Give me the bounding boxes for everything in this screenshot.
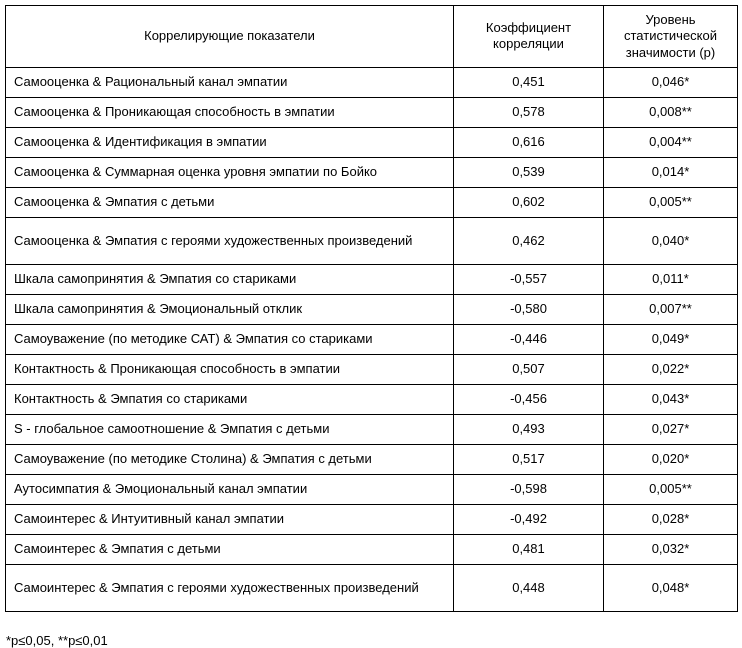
header-significance-level: Уровень статистической значимости (p) <box>604 6 738 68</box>
table-row <box>6 564 738 611</box>
coefficient-cell: 0,493 <box>454 414 604 444</box>
p-value-cell: 0,004** <box>604 127 738 157</box>
table-row <box>6 504 738 534</box>
table-row <box>6 127 738 157</box>
indicator-pair-cell: Контактность & Эмпатия со стариками <box>6 384 454 414</box>
p-value-cell: 0,005** <box>604 187 738 217</box>
coefficient-cell: 0,451 <box>454 67 604 97</box>
coefficient-cell: -0,446 <box>454 324 604 354</box>
indicator-pair-cell: Самооценка & Идентификация в эмпатии <box>6 127 454 157</box>
p-value-cell: 0,032* <box>604 534 738 564</box>
coefficient-cell: -0,598 <box>454 474 604 504</box>
table-row <box>6 294 738 324</box>
significance-footnote: *p≤0,05, **p≤0,01 <box>6 632 108 648</box>
table-row <box>6 67 738 97</box>
coefficient-cell: -0,456 <box>454 384 604 414</box>
table-row <box>6 474 738 504</box>
coefficient-cell: 0,507 <box>454 354 604 384</box>
indicator-pair-cell: Самоуважение (по методике САТ) & Эмпатия со стариками <box>6 324 454 354</box>
correlation-table <box>5 5 738 612</box>
coefficient-cell: 0,517 <box>454 444 604 474</box>
indicator-pair-cell: S - глобальное самоотношение & Эмпатия с детьми <box>6 414 454 444</box>
table-row <box>6 97 738 127</box>
coefficient-cell: 0,602 <box>454 187 604 217</box>
indicator-pair-cell: Самооценка & Суммарная оценка уровня эмпатии по Бойко <box>6 157 454 187</box>
table-header-row <box>6 6 738 68</box>
indicator-pair-cell: Шкала самопринятия & Эмпатия со стариками <box>6 264 454 294</box>
coefficient-cell: 0,462 <box>454 217 604 264</box>
indicator-pair-cell: Самоинтерес & Эмпатия с детьми <box>6 534 454 564</box>
p-value-cell: 0,020* <box>604 444 738 474</box>
table-row <box>6 354 738 384</box>
header-correlation-coefficient: Коэффициент корреляции <box>454 6 604 68</box>
indicator-pair-cell: Самооценка & Эмпатия с детьми <box>6 187 454 217</box>
indicator-pair-cell: Аутосимпатия & Эмоциональный канал эмпатии <box>6 474 454 504</box>
table-row <box>6 187 738 217</box>
table-row <box>6 534 738 564</box>
table-row <box>6 264 738 294</box>
table-row <box>6 444 738 474</box>
table-row <box>6 414 738 444</box>
p-value-cell: 0,022* <box>604 354 738 384</box>
coefficient-cell: -0,580 <box>454 294 604 324</box>
p-value-cell: 0,008** <box>604 97 738 127</box>
p-value-cell: 0,043* <box>604 384 738 414</box>
p-value-cell: 0,046* <box>604 67 738 97</box>
coefficient-cell: 0,448 <box>454 564 604 611</box>
p-value-cell: 0,011* <box>604 264 738 294</box>
coefficient-cell: 0,539 <box>454 157 604 187</box>
indicator-pair-cell: Самооценка & Эмпатия с героями художественных произведений <box>6 217 454 264</box>
indicator-pair-cell: Самоинтерес & Эмпатия с героями художественных произведений <box>6 564 454 611</box>
p-value-cell: 0,007** <box>604 294 738 324</box>
indicator-pair-cell: Шкала самопринятия & Эмоциональный отклик <box>6 294 454 324</box>
coefficient-cell: -0,492 <box>454 504 604 534</box>
table-row <box>6 217 738 264</box>
indicator-pair-cell: Самоуважение (по методике Столина) & Эмпатия с детьми <box>6 444 454 474</box>
table-row <box>6 157 738 187</box>
p-value-cell: 0,005** <box>604 474 738 504</box>
coefficient-cell: 0,481 <box>454 534 604 564</box>
indicator-pair-cell: Самоинтерес & Интуитивный канал эмпатии <box>6 504 454 534</box>
table-row <box>6 384 738 414</box>
p-value-cell: 0,028* <box>604 504 738 534</box>
coefficient-cell: 0,616 <box>454 127 604 157</box>
p-value-cell: 0,049* <box>604 324 738 354</box>
indicator-pair-cell: Самооценка & Рациональный канал эмпатии <box>6 67 454 97</box>
header-correlating-indicators: Коррелирующие показатели <box>6 6 454 68</box>
table-row <box>6 324 738 354</box>
coefficient-cell: 0,578 <box>454 97 604 127</box>
p-value-cell: 0,014* <box>604 157 738 187</box>
indicator-pair-cell: Самооценка & Проникающая способность в эмпатии <box>6 97 454 127</box>
coefficient-cell: -0,557 <box>454 264 604 294</box>
p-value-cell: 0,048* <box>604 564 738 611</box>
p-value-cell: 0,040* <box>604 217 738 264</box>
p-value-cell: 0,027* <box>604 414 738 444</box>
indicator-pair-cell: Контактность & Проникающая способность в эмпатии <box>6 354 454 384</box>
